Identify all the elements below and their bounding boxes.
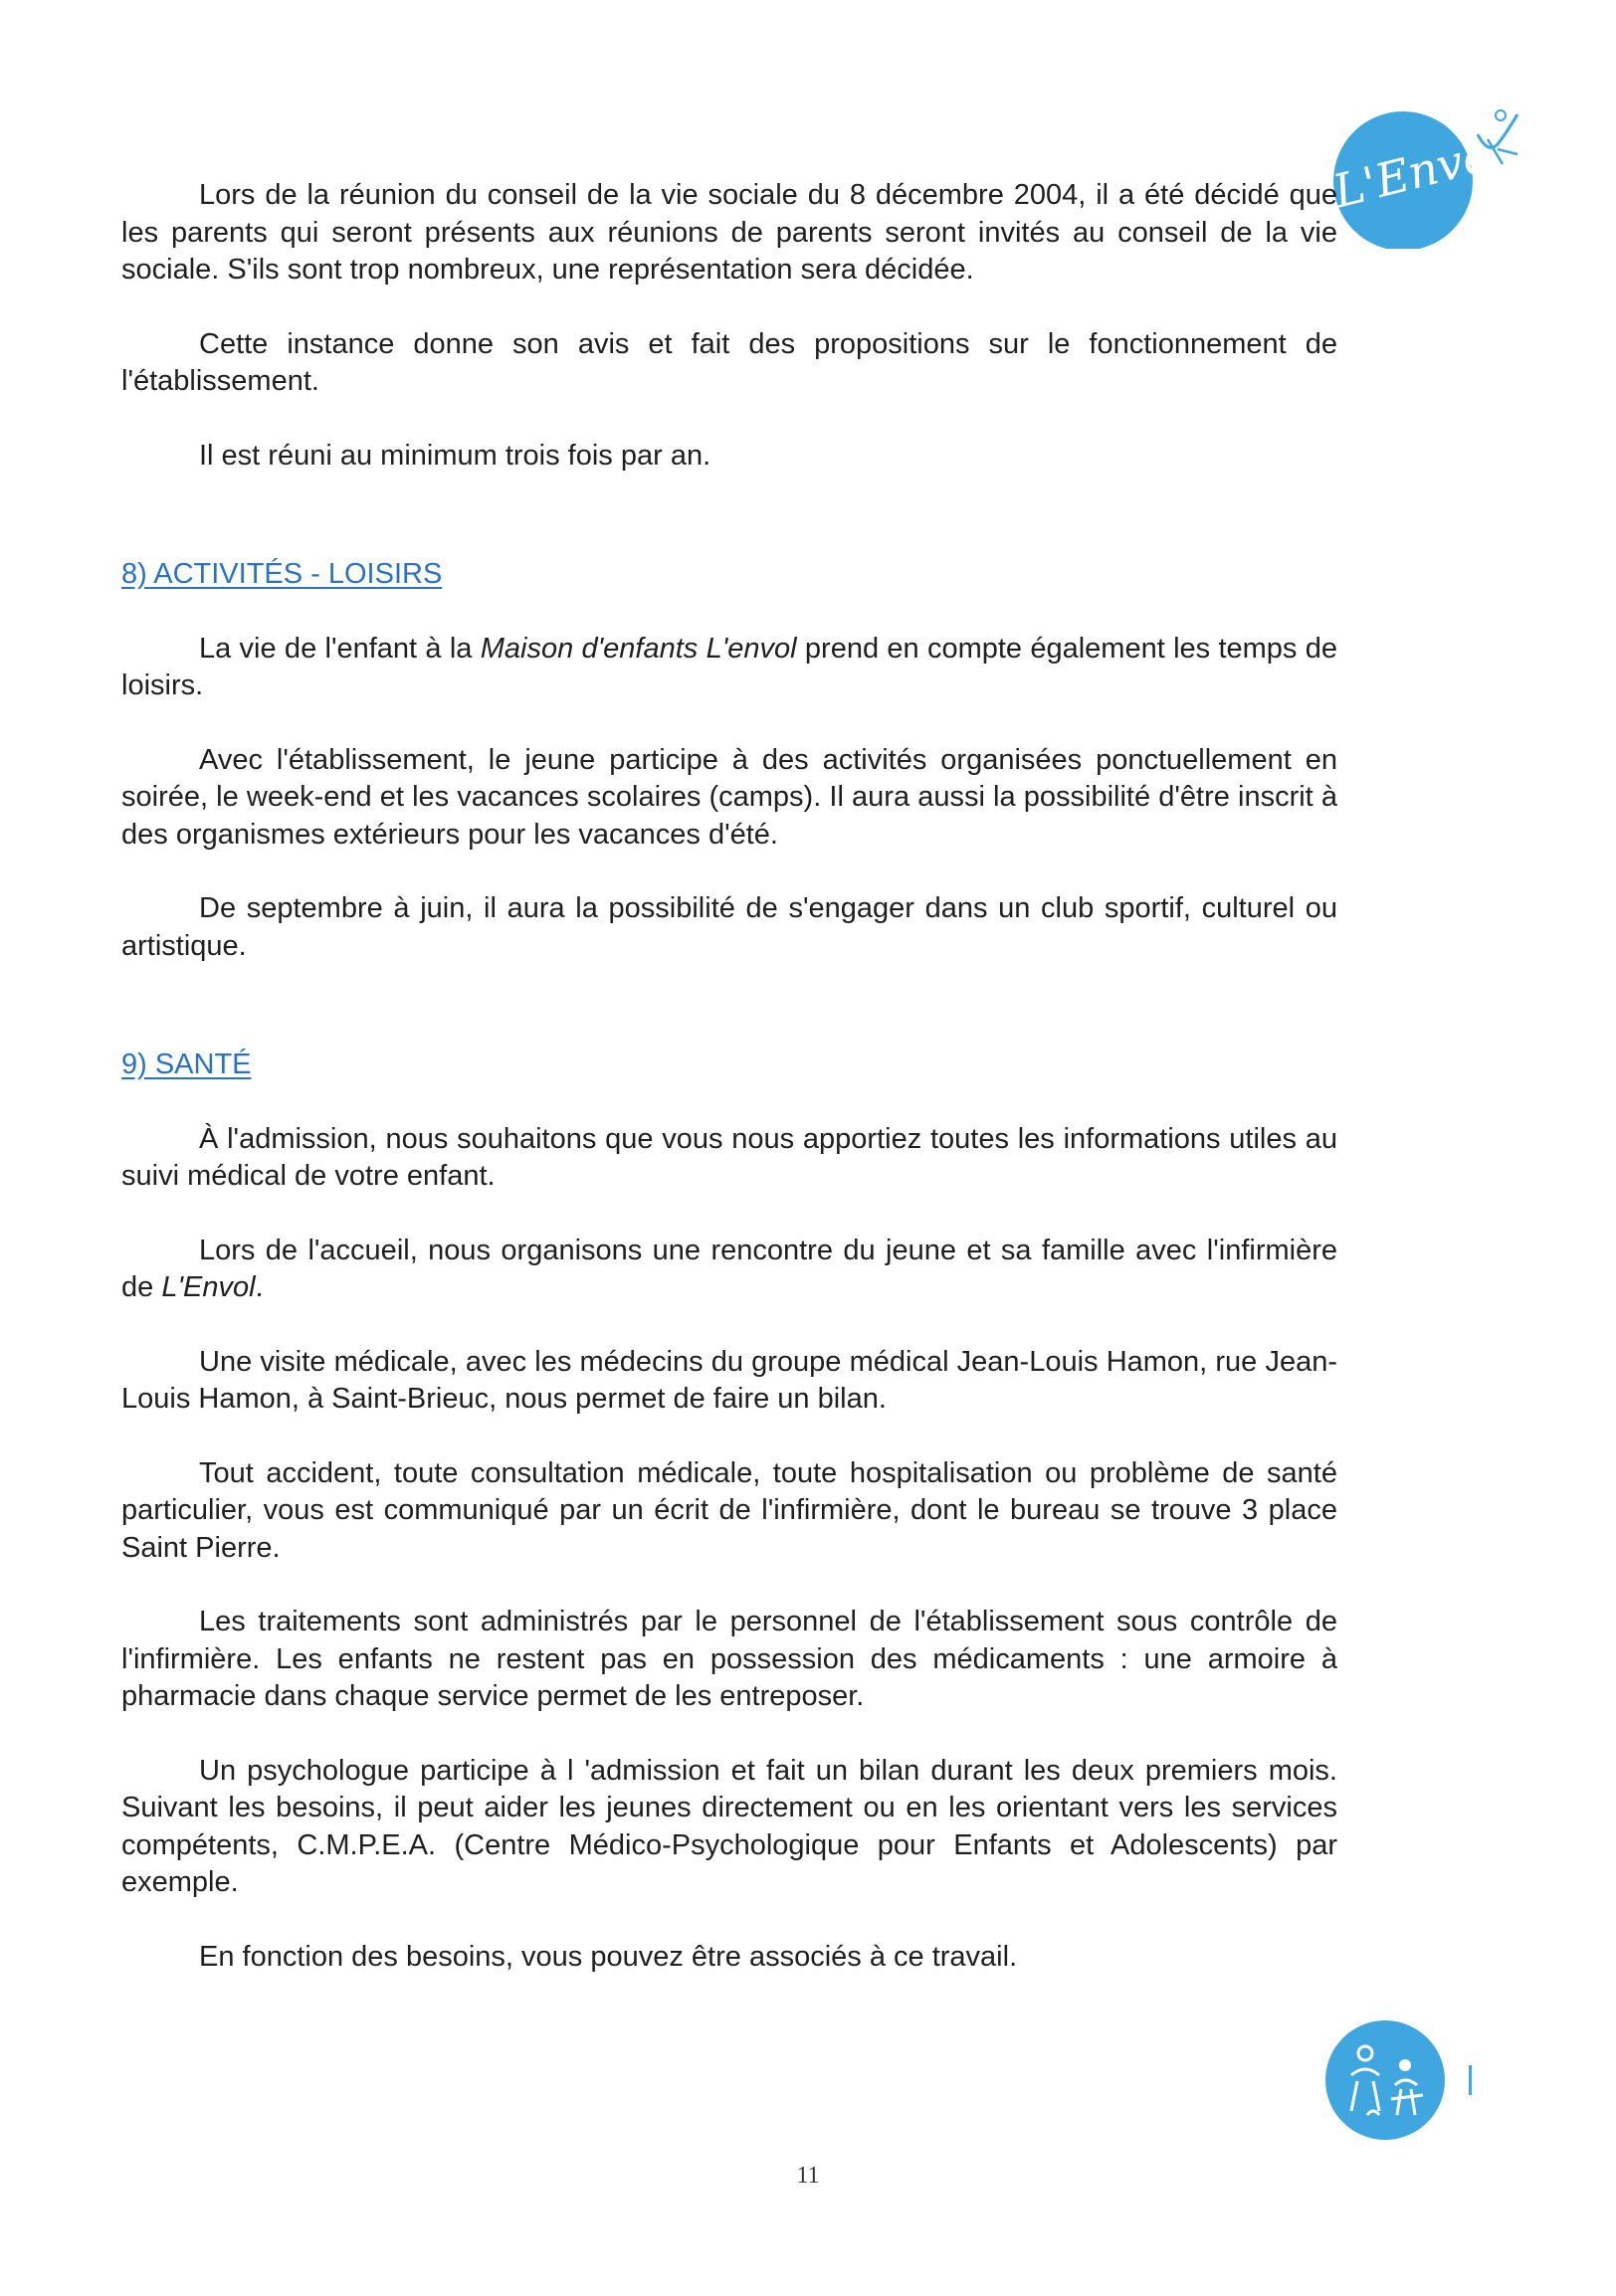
paragraph-accueil: Lors de l'accueil, nous organisons une rencontre du jeune et sa famille avec l'infirmière de L'Envol. bbox=[121, 1234, 1337, 1303]
paragraph-vie-enfant: La vie de l'enfant à la Maison d'enfants L'envol prend en compte également les temps de loisirs. bbox=[121, 632, 1337, 701]
lenvol-name: L'Envol bbox=[161, 1271, 256, 1303]
paragraph-activites: Avec l'établissement, le jeune participe à des activités organisées ponctuellement en soirée, le week-end et les vacances scolaires (camps). Il aura aussi la possibilité d'être inscrit à des organismes extérieurs pour les vacances d'été. bbox=[121, 743, 1337, 851]
main-content bbox=[121, 177, 1337, 1976]
maison-enfants-name: Maison d'enfants L'envol bbox=[480, 632, 797, 665]
logo-text: L'Envol bbox=[1327, 123, 1511, 219]
heading-activites-loisirs: 8) ACTIVITÉS - LOISIRS bbox=[121, 558, 443, 590]
paragraph-admission: À l'admission, nous souhaitons que vous nous apportiez toutes les informations utiles au suivi médical de votre enfant. bbox=[121, 1122, 1337, 1192]
paragraph-accident: Tout accident, toute consultation médicale, toute hospitalisation ou problème de santé particulier, vous est communiqué par un écrit de l'infirmière, dont le bureau se trouve 3 place Saint Pierre. bbox=[121, 1456, 1337, 1564]
paragraph-associes: En fonction des besoins, vous pouvez être associés à ce travail. bbox=[199, 1940, 1018, 1973]
family-emblem-icon bbox=[1321, 2015, 1481, 2145]
paragraph-conseil: Lors de la réunion du conseil de la vie sociale du 8 décembre 2004, il a été décidé que les parents qui seront présents aux réunions de parents seront invités au conseil de la vie sociale. S'ils sont trop nombreux, une représentation sera décidée. bbox=[121, 179, 1337, 286]
page-number: 11 bbox=[796, 2163, 820, 2189]
paragraph-traitements: Les traitements sont administrés par le personnel de l'établissement sous contrôle de l'infirmière. Les enfants ne restent pas en possession des médicaments : une armoire à pharmacie dans chaque service permet de les entreposer. bbox=[121, 1606, 1337, 1712]
paragraph-instance: Cette instance donne son avis et fait des propositions sur le fonctionnement de l'établissement. bbox=[121, 327, 1337, 397]
paragraph-club: De septembre à juin, il aura la possibilité de s'engager dans un club sportif, culturel ou artistique. bbox=[121, 892, 1337, 962]
paragraph-psychologue: Un psychologue participe à l 'admission et fait un bilan durant les deux premiers mois. Suivant les besoins, il peut aider les jeunes directement ou en les orientant vers les services compétents, C.M.P.E.A. (Centre Médico-Psychologique pour Enfants et Adolescents) par exemple. bbox=[121, 1754, 1337, 1898]
heading-sante: 9) SANTÉ bbox=[121, 1049, 252, 1080]
paragraph-visite-medicale: Une visite médicale, avec les médecins du groupe médical Jean-Louis Hamon, rue Jean-Louis Hamon, à Saint-Brieuc, nous permet de faire un bilan. bbox=[121, 1345, 1337, 1415]
paragraph-reunion: Il est réuni au minimum trois fois par an. bbox=[199, 439, 711, 472]
